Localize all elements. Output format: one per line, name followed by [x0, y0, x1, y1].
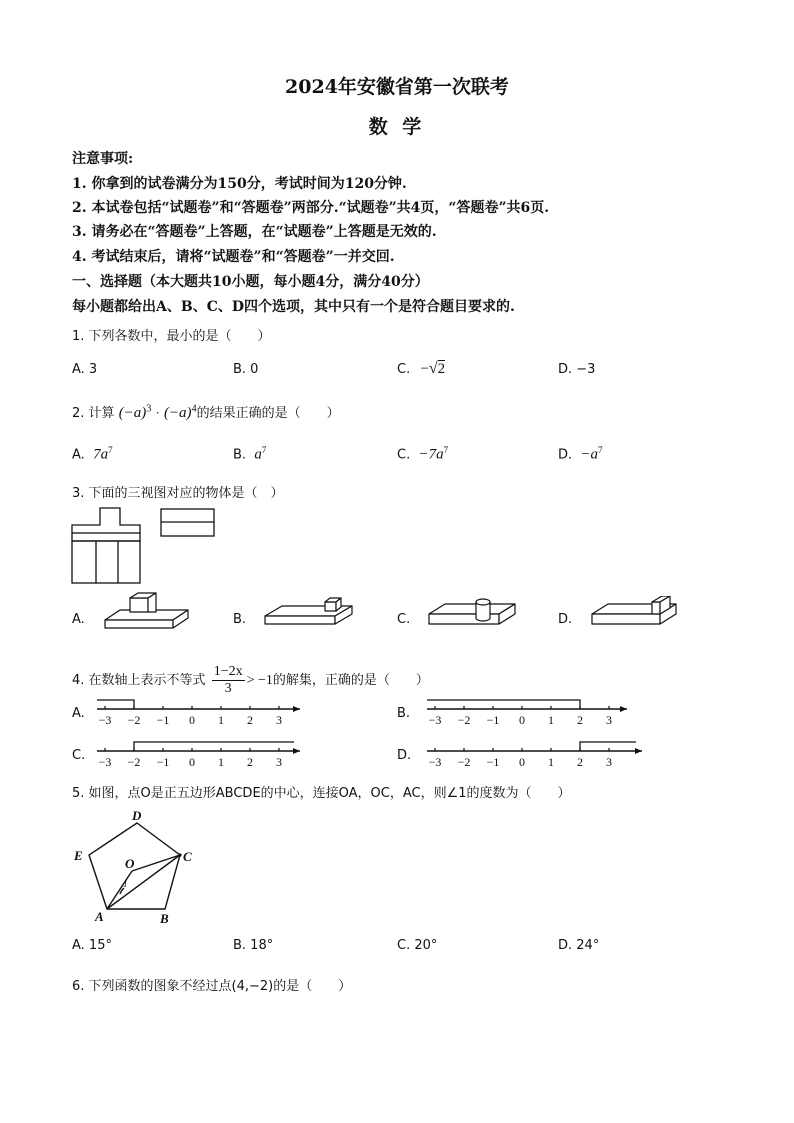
q4-option-b: B.: [397, 706, 411, 721]
question-2-stem: 2. 计算 $(-a)^3 \cdot (-a)^4$的结果正确的是（ ）: [72, 403, 340, 421]
q2-option-d: D. $-a^7$: [558, 445, 603, 463]
vertex-d-label: D: [132, 808, 142, 823]
q3-figure-a: [100, 590, 195, 638]
axis-tick-label: 3: [276, 755, 282, 769]
q4-option-d: D.: [397, 748, 412, 763]
solution-ray: [97, 700, 134, 709]
vertex-c-label: C: [183, 849, 192, 864]
axis-tick-label: 2: [577, 755, 583, 769]
q4-numberline-c: [95, 737, 310, 777]
axis-tick-label: −2: [457, 713, 471, 727]
question-4-stem: 4. 在数轴上表示不等式 $\frac{1-2x}{3}$ > −1的解集，正确的是（ ）: [72, 664, 429, 696]
axis-arrow: [293, 748, 300, 754]
axis-tick-label: 1: [548, 713, 554, 727]
vertex-e-label: E: [74, 848, 83, 863]
center-o-label: O: [125, 856, 135, 871]
q1-option-d: D. −3: [558, 362, 596, 377]
solution-ray: [134, 742, 294, 751]
axis-tick-label: −2: [127, 755, 141, 769]
note-item: 2. 本试卷包括“试题卷”和“答题卷”两部分.“试题卷”共4页，“答题卷”共6页.: [72, 200, 550, 216]
q4-option-c: C.: [72, 748, 86, 763]
q4-numberline-b: [422, 695, 637, 735]
question-5-stem: 5. 如图，点O是正五边形ABCDE的中心，连接OA，OC，AC，则∠1的度数为（ ）: [72, 786, 571, 801]
q3-option-c: C.: [397, 612, 411, 627]
question-6-stem: 6. 下列函数的图象不经过点(4,−2)的是（ ）: [72, 979, 352, 994]
q3-option-b: B.: [233, 612, 247, 627]
axis-tick-label: −3: [98, 713, 112, 727]
q5-option-c: C. 20°: [397, 938, 438, 953]
note-item: 3. 请务必在“答题卷”上答题，在“试题卷”上答题是无效的.: [72, 224, 437, 240]
axis-tick-label: 0: [189, 755, 195, 769]
solution-ray: [427, 700, 580, 709]
axis-tick-label: 2: [247, 755, 253, 769]
axis-tick-label: 1: [218, 755, 224, 769]
axis-tick-label: 0: [189, 713, 195, 727]
question-1-stem: 1. 下列各数中，最小的是（ ）: [72, 329, 271, 344]
axis-tick-label: 2: [247, 713, 253, 727]
q4-numberline-a: [95, 695, 310, 735]
question-3-stem: 3. 下面的三视图对应的物体是（ ）: [72, 486, 284, 501]
q3-figure-d: [590, 596, 685, 636]
pentagon-figure: [70, 805, 200, 925]
notes-heading: 注意事项:: [72, 151, 134, 167]
solution-ray: [580, 742, 636, 751]
q3-figure-c: [427, 596, 522, 636]
q3-option-d: D.: [558, 612, 573, 627]
three-view-figure: [70, 505, 230, 587]
axis-tick-label: 0: [519, 713, 525, 727]
q1-option-c: C. −√2: [397, 360, 446, 377]
vertex-a-label: A: [95, 909, 104, 924]
axis-tick-label: 1: [218, 713, 224, 727]
q5-option-a: A. 15°: [72, 938, 112, 953]
axis-tick-label: −3: [428, 755, 442, 769]
q2-option-b: B. $a^7$: [233, 445, 267, 463]
axis-tick-label: −1: [486, 713, 500, 727]
axis-tick-label: −3: [428, 713, 442, 727]
section-desc: 每小题都给出A、B、C、D四个选项，其中只有一个是符合题目要求的.: [72, 299, 515, 315]
axis-tick-label: 3: [276, 713, 282, 727]
q3-figure-b: [262, 596, 357, 636]
exam-title: 2024年安徽省第一次联考: [285, 76, 509, 98]
q1-option-a: A. 3: [72, 362, 98, 377]
axis-tick-label: 0: [519, 755, 525, 769]
q1-option-b: B. 0: [233, 362, 259, 377]
vertex-b-label: B: [160, 911, 169, 925]
axis-tick-label: −1: [156, 755, 170, 769]
axis-tick-label: −1: [156, 713, 170, 727]
axis-tick-label: 1: [548, 755, 554, 769]
subject-title: 数 学: [368, 116, 426, 138]
q4-numberline-d: [422, 737, 647, 777]
q2-option-c: C. $-7a^7$: [397, 445, 449, 463]
section-title: 一、选择题（本大题共10小题，每小题4分，满分40分）: [72, 274, 429, 290]
axis-tick-label: 2: [577, 713, 583, 727]
axis-tick-label: 3: [606, 755, 612, 769]
axis-arrow: [635, 748, 642, 754]
note-item: 4. 考试结束后，请将“试题卷”和“答题卷”一并交回.: [72, 249, 395, 265]
axis-arrow: [620, 706, 627, 712]
q2-option-a: A. $7a^7$: [72, 445, 113, 463]
axis-tick-label: 3: [606, 713, 612, 727]
q5-option-b: B. 18°: [233, 938, 274, 953]
note-item: 1. 你拿到的试卷满分为150分，考试时间为120分钟.: [72, 176, 407, 192]
axis-arrow: [293, 706, 300, 712]
q5-option-d: D. 24°: [558, 938, 600, 953]
axis-tick-label: −1: [486, 755, 500, 769]
inequality-fraction: $\frac{1-2x}{3}$: [213, 664, 243, 696]
q4-option-a: A.: [72, 706, 85, 721]
angle-1-label: 1: [123, 879, 128, 889]
q3-option-a: A.: [72, 612, 85, 627]
axis-tick-label: −3: [98, 755, 112, 769]
axis-tick-label: −2: [127, 713, 141, 727]
axis-tick-label: −2: [457, 755, 471, 769]
